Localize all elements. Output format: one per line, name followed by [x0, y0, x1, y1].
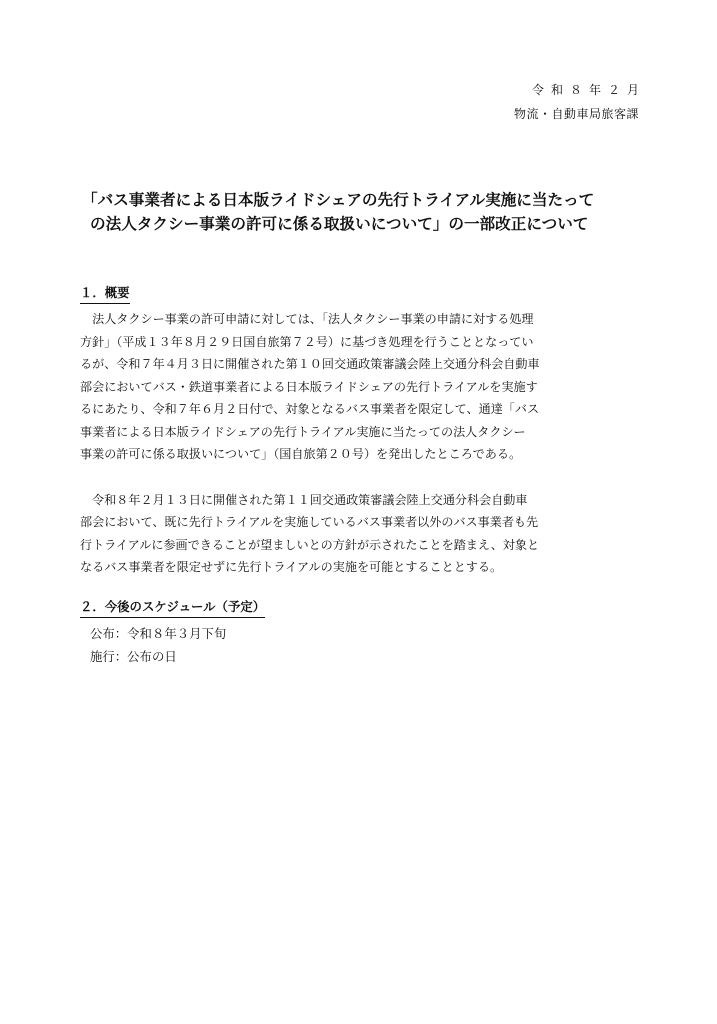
- paragraph-line: 事業者による日本版ライドシェアの先行トライアル実施に当たっての法人タクシー: [80, 424, 526, 439]
- schedule-list: [80, 622, 645, 668]
- paragraph-line: 令和８年２月１３日に開催された第１１回交通政策審議会陸上交通分科会自動車: [80, 492, 528, 507]
- schedule-row-promulgation: 公布：令和８年３月下旬: [90, 626, 227, 641]
- paragraph-line: 行トライアルに参画できることが望ましいとの方針が示されたことを踏まえ、対象と: [80, 537, 540, 552]
- paragraph-line: 部会においてバス・鉄道事業者による日本版ライドシェアの先行トライアルを実施す: [80, 379, 538, 394]
- paragraph-line: 方針」（平成１３年８月２９日国自旅第７２号）に基づき処理を行うこととなってい: [80, 334, 534, 349]
- paragraph-line: るが、令和７年４月３日に開催された第１０回交通政策審議会陸上交通分科会自動車: [80, 357, 540, 371]
- overview-paragraph-1: [80, 308, 645, 466]
- paragraph-line: るにあたり、令和７年６月２日付で、対象となるバス事業者を限定して、通達「バス: [80, 402, 540, 416]
- schedule-row-enforcement: 施行：公布の日: [90, 649, 177, 664]
- section-schedule: [80, 596, 645, 668]
- document-title: [82, 188, 642, 236]
- overview-paragraph-2: [80, 489, 645, 579]
- section-heading-schedule: ２．今後のスケジュール（予定）: [80, 597, 265, 618]
- title-line-2: の法人タクシー事業の許可に係る取扱いについて」の一部改正について: [90, 215, 589, 233]
- paragraph-line: 事業の許可に係る取扱いについて」（国自旅第２０号）を発出したところである。: [80, 447, 522, 461]
- paragraph-line: 部会において、既に先行トライアルを実施しているバス事業者以外のバス事業者も先: [80, 515, 539, 529]
- issue-date: 令和８年２月: [531, 83, 646, 97]
- paragraph-line: 法人タクシー事業の許可申請に対しては、「法人タクシー事業の申請に対する処理: [80, 312, 534, 326]
- document-header: [513, 78, 646, 126]
- section-overview: [80, 282, 645, 579]
- title-line-1: 「バス事業者による日本版ライドシェアの先行トライアル実施に当たって: [82, 191, 595, 209]
- issuing-department: 物流・自動車局旅客課: [513, 107, 639, 121]
- section-heading-overview: １．概要: [80, 283, 130, 304]
- paragraph-line: なるバス事業者を限定せずに先行トライアルの実施を可能とすることとする。: [80, 560, 503, 574]
